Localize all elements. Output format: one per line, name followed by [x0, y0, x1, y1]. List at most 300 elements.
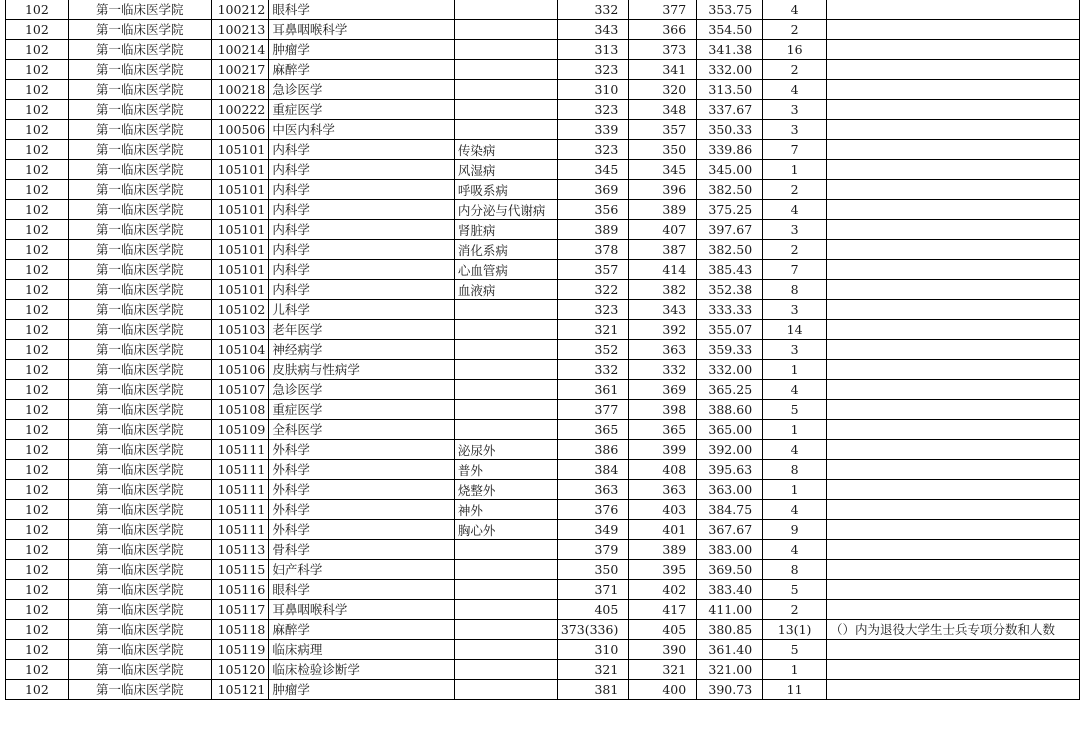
max-score-cell: 396	[629, 180, 697, 200]
max-score-cell: 389	[629, 200, 697, 220]
note-cell	[827, 300, 1080, 320]
note-cell	[827, 520, 1080, 540]
dept-name-cell: 第一临床医学院	[68, 540, 211, 560]
dept-code-cell: 102	[6, 640, 69, 660]
note-cell	[827, 200, 1080, 220]
dept-code-cell: 102	[6, 440, 69, 460]
major-name-cell: 全科医学	[269, 420, 455, 440]
table-row	[6, 460, 1080, 480]
min-score-cell: 352	[557, 340, 628, 360]
major-code-cell: 105101	[211, 200, 269, 220]
dept-name-cell: 第一临床医学院	[68, 40, 211, 60]
dept-code-cell: 102	[6, 580, 69, 600]
dept-name-cell: 第一临床医学院	[68, 480, 211, 500]
table-row	[6, 380, 1080, 400]
major-name-cell: 麻醉学	[269, 620, 455, 640]
min-score-cell: 321	[557, 320, 628, 340]
count-cell: 2	[763, 60, 827, 80]
avg-score-cell: 363.00	[697, 480, 763, 500]
major-code-cell: 105101	[211, 260, 269, 280]
major-code-cell: 105117	[211, 600, 269, 620]
note-cell	[827, 320, 1080, 340]
table-row	[6, 500, 1080, 520]
table-row	[6, 580, 1080, 600]
dept-name-cell: 第一临床医学院	[68, 560, 211, 580]
major-name-cell: 急诊医学	[269, 380, 455, 400]
table-row	[6, 100, 1080, 120]
dept-name-cell: 第一临床医学院	[68, 20, 211, 40]
min-score-cell: 365	[557, 420, 628, 440]
major-code-cell: 105120	[211, 660, 269, 680]
table-row	[6, 340, 1080, 360]
dept-code-cell: 102	[6, 380, 69, 400]
count-cell: 11	[763, 680, 827, 700]
major-name-cell: 外科学	[269, 440, 455, 460]
table-row	[6, 680, 1080, 700]
max-score-cell: 403	[629, 500, 697, 520]
table-row	[6, 660, 1080, 680]
major-code-cell: 105116	[211, 580, 269, 600]
dept-name-cell: 第一临床医学院	[68, 360, 211, 380]
major-code-cell: 105104	[211, 340, 269, 360]
major-name-cell: 外科学	[269, 480, 455, 500]
avg-score-cell: 353.75	[697, 0, 763, 20]
min-score-cell: 323	[557, 100, 628, 120]
major-code-cell: 105101	[211, 140, 269, 160]
dept-name-cell: 第一临床医学院	[68, 300, 211, 320]
note-cell	[827, 480, 1080, 500]
count-cell: 2	[763, 240, 827, 260]
major-code-cell: 100213	[211, 20, 269, 40]
dept-code-cell: 102	[6, 660, 69, 680]
dept-name-cell: 第一临床医学院	[68, 240, 211, 260]
note-cell	[827, 660, 1080, 680]
min-score-cell: 345	[557, 160, 628, 180]
major-code-cell: 105102	[211, 300, 269, 320]
count-cell: 3	[763, 220, 827, 240]
avg-score-cell: 359.33	[697, 340, 763, 360]
count-cell: 8	[763, 560, 827, 580]
major-name-cell: 重症医学	[269, 100, 455, 120]
note-cell	[827, 20, 1080, 40]
dept-name-cell: 第一临床医学院	[68, 60, 211, 80]
major-code-cell: 100506	[211, 120, 269, 140]
table-row	[6, 40, 1080, 60]
major-code-cell: 105101	[211, 160, 269, 180]
avg-score-cell: 345.00	[697, 160, 763, 180]
note-cell	[827, 440, 1080, 460]
avg-score-cell: 337.67	[697, 100, 763, 120]
max-score-cell: 405	[629, 620, 697, 640]
max-score-cell: 395	[629, 560, 697, 580]
dept-name-cell: 第一临床医学院	[68, 160, 211, 180]
count-cell: 4	[763, 500, 827, 520]
avg-score-cell: 390.73	[697, 680, 763, 700]
min-score-cell: 405	[557, 600, 628, 620]
note-cell	[827, 80, 1080, 100]
note-cell	[827, 420, 1080, 440]
major-name-cell: 儿科学	[269, 300, 455, 320]
min-score-cell: 379	[557, 540, 628, 560]
note-cell: （）内为退役大学生士兵专项分数和人数	[827, 620, 1080, 640]
note-cell	[827, 460, 1080, 480]
major-name-cell: 中医内科学	[269, 120, 455, 140]
max-score-cell: 357	[629, 120, 697, 140]
dept-name-cell: 第一临床医学院	[68, 400, 211, 420]
avg-score-cell: 375.25	[697, 200, 763, 220]
dept-name-cell: 第一临床医学院	[68, 580, 211, 600]
max-score-cell: 377	[629, 0, 697, 20]
admission-score-table	[5, 0, 1080, 700]
note-cell	[827, 360, 1080, 380]
direction-cell: 内分泌与代谢病	[454, 200, 557, 220]
count-cell: 5	[763, 640, 827, 660]
count-cell: 3	[763, 100, 827, 120]
table-row	[6, 520, 1080, 540]
dept-name-cell: 第一临床医学院	[68, 620, 211, 640]
major-code-cell: 105113	[211, 540, 269, 560]
avg-score-cell: 367.67	[697, 520, 763, 540]
dept-code-cell: 102	[6, 240, 69, 260]
dept-code-cell: 102	[6, 60, 69, 80]
major-code-cell: 105101	[211, 180, 269, 200]
major-code-cell: 100212	[211, 0, 269, 20]
direction-cell	[454, 380, 557, 400]
min-score-cell: 323	[557, 300, 628, 320]
direction-cell	[454, 620, 557, 640]
min-score-cell: 313	[557, 40, 628, 60]
min-score-cell: 357	[557, 260, 628, 280]
note-cell	[827, 120, 1080, 140]
table-row	[6, 80, 1080, 100]
max-score-cell: 408	[629, 460, 697, 480]
max-score-cell: 363	[629, 340, 697, 360]
note-cell	[827, 600, 1080, 620]
major-code-cell: 105107	[211, 380, 269, 400]
max-score-cell: 417	[629, 600, 697, 620]
table-row	[6, 620, 1080, 640]
count-cell: 5	[763, 580, 827, 600]
note-cell	[827, 400, 1080, 420]
min-score-cell: 322	[557, 280, 628, 300]
avg-score-cell: 395.63	[697, 460, 763, 480]
max-score-cell: 387	[629, 240, 697, 260]
direction-cell: 泌尿外	[454, 440, 557, 460]
min-score-cell: 323	[557, 140, 628, 160]
major-name-cell: 内科学	[269, 160, 455, 180]
note-cell	[827, 220, 1080, 240]
table-row	[6, 440, 1080, 460]
avg-score-cell: 352.38	[697, 280, 763, 300]
avg-score-cell: 384.75	[697, 500, 763, 520]
major-code-cell: 105106	[211, 360, 269, 380]
note-cell	[827, 680, 1080, 700]
direction-cell: 肾脏病	[454, 220, 557, 240]
dept-code-cell: 102	[6, 40, 69, 60]
max-score-cell: 365	[629, 420, 697, 440]
count-cell: 7	[763, 260, 827, 280]
dept-code-cell: 102	[6, 600, 69, 620]
dept-name-cell: 第一临床医学院	[68, 260, 211, 280]
max-score-cell: 321	[629, 660, 697, 680]
direction-cell: 风湿病	[454, 160, 557, 180]
direction-cell	[454, 600, 557, 620]
major-code-cell: 105118	[211, 620, 269, 640]
major-name-cell: 外科学	[269, 500, 455, 520]
dept-name-cell: 第一临床医学院	[68, 520, 211, 540]
min-score-cell: 384	[557, 460, 628, 480]
min-score-cell: 386	[557, 440, 628, 460]
max-score-cell: 401	[629, 520, 697, 540]
table-body	[6, 0, 1080, 700]
direction-cell	[454, 300, 557, 320]
table-row	[6, 300, 1080, 320]
dept-name-cell: 第一临床医学院	[68, 380, 211, 400]
major-code-cell: 105111	[211, 440, 269, 460]
dept-name-cell: 第一临床医学院	[68, 680, 211, 700]
major-name-cell: 耳鼻咽喉科学	[269, 20, 455, 40]
note-cell	[827, 260, 1080, 280]
major-name-cell: 内科学	[269, 280, 455, 300]
major-name-cell: 眼科学	[269, 580, 455, 600]
dept-code-cell: 102	[6, 360, 69, 380]
max-score-cell: 320	[629, 80, 697, 100]
min-score-cell: 332	[557, 0, 628, 20]
direction-cell: 神外	[454, 500, 557, 520]
table-row	[6, 240, 1080, 260]
count-cell: 7	[763, 140, 827, 160]
direction-cell	[454, 580, 557, 600]
avg-score-cell: 365.00	[697, 420, 763, 440]
dept-name-cell: 第一临床医学院	[68, 660, 211, 680]
avg-score-cell: 382.50	[697, 240, 763, 260]
note-cell	[827, 580, 1080, 600]
count-cell: 14	[763, 320, 827, 340]
major-name-cell: 骨科学	[269, 540, 455, 560]
min-score-cell: 356	[557, 200, 628, 220]
dept-name-cell: 第一临床医学院	[68, 320, 211, 340]
count-cell: 4	[763, 540, 827, 560]
min-score-cell: 349	[557, 520, 628, 540]
table-row	[6, 220, 1080, 240]
dept-code-cell: 102	[6, 20, 69, 40]
major-name-cell: 临床病理	[269, 640, 455, 660]
major-code-cell: 105111	[211, 500, 269, 520]
dept-code-cell: 102	[6, 280, 69, 300]
dept-name-cell: 第一临床医学院	[68, 180, 211, 200]
note-cell	[827, 60, 1080, 80]
table-row	[6, 320, 1080, 340]
dept-code-cell: 102	[6, 180, 69, 200]
note-cell	[827, 40, 1080, 60]
table-row	[6, 20, 1080, 40]
count-cell: 3	[763, 120, 827, 140]
count-cell: 9	[763, 520, 827, 540]
avg-score-cell: 332.00	[697, 360, 763, 380]
note-cell	[827, 0, 1080, 20]
note-cell	[827, 160, 1080, 180]
direction-cell: 烧整外	[454, 480, 557, 500]
table-row	[6, 640, 1080, 660]
avg-score-cell: 382.50	[697, 180, 763, 200]
count-cell: 4	[763, 0, 827, 20]
table-row	[6, 140, 1080, 160]
note-cell	[827, 100, 1080, 120]
avg-score-cell: 385.43	[697, 260, 763, 280]
max-score-cell: 400	[629, 680, 697, 700]
dept-code-cell: 102	[6, 340, 69, 360]
direction-cell	[454, 60, 557, 80]
direction-cell	[454, 120, 557, 140]
avg-score-cell: 392.00	[697, 440, 763, 460]
avg-score-cell: 321.00	[697, 660, 763, 680]
table-row	[6, 0, 1080, 20]
table-row	[6, 160, 1080, 180]
major-code-cell: 100217	[211, 60, 269, 80]
avg-score-cell: 355.07	[697, 320, 763, 340]
dept-code-cell: 102	[6, 420, 69, 440]
max-score-cell: 341	[629, 60, 697, 80]
major-code-cell: 105111	[211, 460, 269, 480]
dept-code-cell: 102	[6, 160, 69, 180]
direction-cell	[454, 320, 557, 340]
major-code-cell: 105111	[211, 480, 269, 500]
dept-code-cell: 102	[6, 100, 69, 120]
avg-score-cell: 313.50	[697, 80, 763, 100]
direction-cell	[454, 420, 557, 440]
min-score-cell: 361	[557, 380, 628, 400]
direction-cell: 胸心外	[454, 520, 557, 540]
dept-name-cell: 第一临床医学院	[68, 420, 211, 440]
dept-code-cell: 102	[6, 320, 69, 340]
note-cell	[827, 180, 1080, 200]
min-score-cell: 373(336)	[557, 620, 628, 640]
avg-score-cell: 383.00	[697, 540, 763, 560]
dept-code-cell: 102	[6, 560, 69, 580]
count-cell: 1	[763, 420, 827, 440]
min-score-cell: 310	[557, 80, 628, 100]
major-name-cell: 内科学	[269, 240, 455, 260]
direction-cell: 血液病	[454, 280, 557, 300]
count-cell: 4	[763, 80, 827, 100]
major-code-cell: 105111	[211, 520, 269, 540]
dept-code-cell: 102	[6, 500, 69, 520]
dept-code-cell: 102	[6, 120, 69, 140]
avg-score-cell: 333.33	[697, 300, 763, 320]
table-row	[6, 360, 1080, 380]
major-name-cell: 皮肤病与性病学	[269, 360, 455, 380]
max-score-cell: 369	[629, 380, 697, 400]
major-code-cell: 105103	[211, 320, 269, 340]
avg-score-cell: 369.50	[697, 560, 763, 580]
direction-cell	[454, 20, 557, 40]
min-score-cell: 321	[557, 660, 628, 680]
major-code-cell: 105101	[211, 220, 269, 240]
max-score-cell: 390	[629, 640, 697, 660]
avg-score-cell: 339.86	[697, 140, 763, 160]
max-score-cell: 414	[629, 260, 697, 280]
direction-cell	[454, 40, 557, 60]
min-score-cell: 339	[557, 120, 628, 140]
min-score-cell: 389	[557, 220, 628, 240]
table-row	[6, 400, 1080, 420]
dept-code-cell: 102	[6, 0, 69, 20]
dept-code-cell: 102	[6, 140, 69, 160]
dept-name-cell: 第一临床医学院	[68, 600, 211, 620]
avg-score-cell: 354.50	[697, 20, 763, 40]
note-cell	[827, 240, 1080, 260]
major-name-cell: 耳鼻咽喉科学	[269, 600, 455, 620]
dept-name-cell: 第一临床医学院	[68, 0, 211, 20]
table-row	[6, 260, 1080, 280]
note-cell	[827, 140, 1080, 160]
max-score-cell: 407	[629, 220, 697, 240]
min-score-cell: 369	[557, 180, 628, 200]
avg-score-cell: 350.33	[697, 120, 763, 140]
major-name-cell: 麻醉学	[269, 60, 455, 80]
avg-score-cell: 383.40	[697, 580, 763, 600]
count-cell: 13(1)	[763, 620, 827, 640]
min-score-cell: 310	[557, 640, 628, 660]
major-code-cell: 105101	[211, 280, 269, 300]
table-row	[6, 480, 1080, 500]
major-code-cell: 100218	[211, 80, 269, 100]
table-row	[6, 280, 1080, 300]
major-code-cell: 105121	[211, 680, 269, 700]
max-score-cell: 389	[629, 540, 697, 560]
major-name-cell: 重症医学	[269, 400, 455, 420]
avg-score-cell: 365.25	[697, 380, 763, 400]
max-score-cell: 392	[629, 320, 697, 340]
dept-name-cell: 第一临床医学院	[68, 200, 211, 220]
major-code-cell: 105119	[211, 640, 269, 660]
major-name-cell: 肿瘤学	[269, 40, 455, 60]
max-score-cell: 382	[629, 280, 697, 300]
dept-name-cell: 第一临床医学院	[68, 140, 211, 160]
table-row	[6, 420, 1080, 440]
max-score-cell: 402	[629, 580, 697, 600]
avg-score-cell: 341.38	[697, 40, 763, 60]
note-cell	[827, 340, 1080, 360]
dept-name-cell: 第一临床医学院	[68, 120, 211, 140]
major-name-cell: 妇产科学	[269, 560, 455, 580]
count-cell: 2	[763, 20, 827, 40]
dept-code-cell: 102	[6, 620, 69, 640]
count-cell: 1	[763, 660, 827, 680]
max-score-cell: 398	[629, 400, 697, 420]
dept-name-cell: 第一临床医学院	[68, 100, 211, 120]
dept-code-cell: 102	[6, 480, 69, 500]
dept-code-cell: 102	[6, 260, 69, 280]
count-cell: 8	[763, 460, 827, 480]
direction-cell	[454, 640, 557, 660]
dept-code-cell: 102	[6, 300, 69, 320]
dept-name-cell: 第一临床医学院	[68, 220, 211, 240]
table-row	[6, 200, 1080, 220]
major-name-cell: 急诊医学	[269, 80, 455, 100]
count-cell: 1	[763, 360, 827, 380]
major-name-cell: 内科学	[269, 200, 455, 220]
min-score-cell: 350	[557, 560, 628, 580]
dept-name-cell: 第一临床医学院	[68, 640, 211, 660]
note-cell	[827, 560, 1080, 580]
major-code-cell: 105101	[211, 240, 269, 260]
direction-cell	[454, 680, 557, 700]
min-score-cell: 323	[557, 60, 628, 80]
avg-score-cell: 411.00	[697, 600, 763, 620]
avg-score-cell: 397.67	[697, 220, 763, 240]
count-cell: 1	[763, 480, 827, 500]
